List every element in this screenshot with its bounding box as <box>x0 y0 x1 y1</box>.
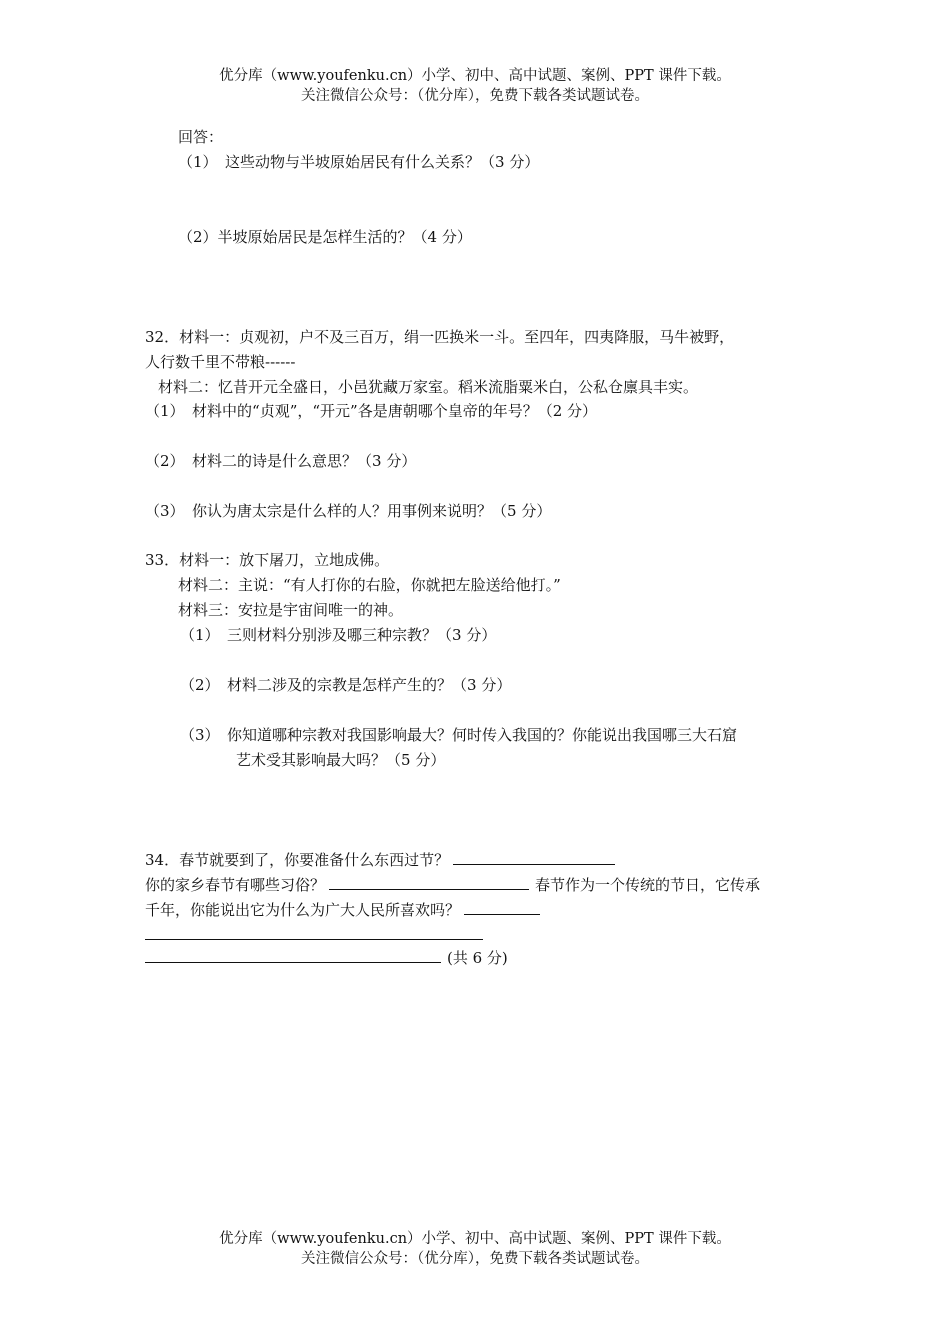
header-line-1: 优分库（www.youfenku.cn）小学、初中、高中试题、案例、PPT 课件下载。 <box>219 68 731 84</box>
q33-sub3-b: 艺术受其影响最大吗？（5 分） <box>236 751 446 769</box>
q34-line2 <box>145 875 760 895</box>
q33-material1: 33．材料一：放下屠刀，立地成佛。 <box>145 551 390 569</box>
q34-prompt-1: 34．春节就要到了，你要准备什么东西过节？ <box>145 851 450 869</box>
q31-sub2: （2）半坡原始居民是怎样生活的？（4 分） <box>178 228 472 246</box>
q31-answer-label: 回答： <box>178 128 224 146</box>
q32-sub3: （3） 你认为唐太宗是什么样的人？用事例来说明？（5 分） <box>145 502 552 520</box>
q32-sub2: （2） 材料二的诗是什么意思？（3 分） <box>145 452 417 470</box>
q34-line3 <box>145 900 540 920</box>
q32-sub1: （1） 材料中的“贞观”，“开元”各是唐朝哪个皇帝的年号？（2 分） <box>145 402 598 420</box>
footer-line-2: 关注微信公众号：（优分库），免费下载各类试题试卷。 <box>301 1251 649 1267</box>
q34-line1 <box>145 850 615 870</box>
header-line-2: 关注微信公众号：（优分库），免费下载各类试题试卷。 <box>301 88 649 104</box>
answer-line-4[interactable] <box>145 939 483 940</box>
q34-prompt-4: 千年，你能说出它为什么为广大人民所喜欢吗？ <box>145 901 461 919</box>
q34-line5 <box>145 948 508 968</box>
q33-sub3-a: （3） 你知道哪种宗教对我国影响最大？何时传入我国的？你能说出我国哪三大石窟 <box>180 726 738 744</box>
answer-blank-2[interactable] <box>329 875 529 890</box>
q34-score: (共 6 分) <box>447 949 508 967</box>
q33-material3: 材料三：安拉是宇宙间唯一的神。 <box>178 601 404 619</box>
q31-sub1: （1） 这些动物与半坡原始居民有什么关系？（3 分） <box>178 153 540 171</box>
footer-line-1: 优分库（www.youfenku.cn）小学、初中、高中试题、案例、PPT 课件下载。 <box>219 1231 731 1247</box>
q34-prompt-2: 你的家乡春节有哪些习俗？ <box>145 876 326 894</box>
q33-sub1: （1） 三则材料分别涉及哪三种宗教？（3 分） <box>180 626 497 644</box>
answer-blank-3[interactable] <box>464 900 540 915</box>
answer-blank-5[interactable] <box>145 948 441 963</box>
answer-blank-1[interactable] <box>453 850 615 865</box>
q32-material2: 材料二：忆昔开元全盛日，小邑犹藏万家室。稻米流脂粟米白，公私仓廪具丰实。 <box>158 378 699 396</box>
q33-sub2: （2） 材料二涉及的宗教是怎样产生的？（3 分） <box>180 676 512 694</box>
q33-material2: 材料二：主说：“有人打你的右脸，你就把左脸送给他打。” <box>178 576 561 594</box>
q34-prompt-3: 春节作为一个传统的节日，它传承 <box>535 876 761 894</box>
q32-material1-a: 32．材料一：贞观初，户不及三百万，绢一匹换米一斗。至四年，四夷降服，马牛被野， <box>145 328 735 346</box>
q32-material1-b: 人行数千里不带粮------ <box>145 353 296 371</box>
